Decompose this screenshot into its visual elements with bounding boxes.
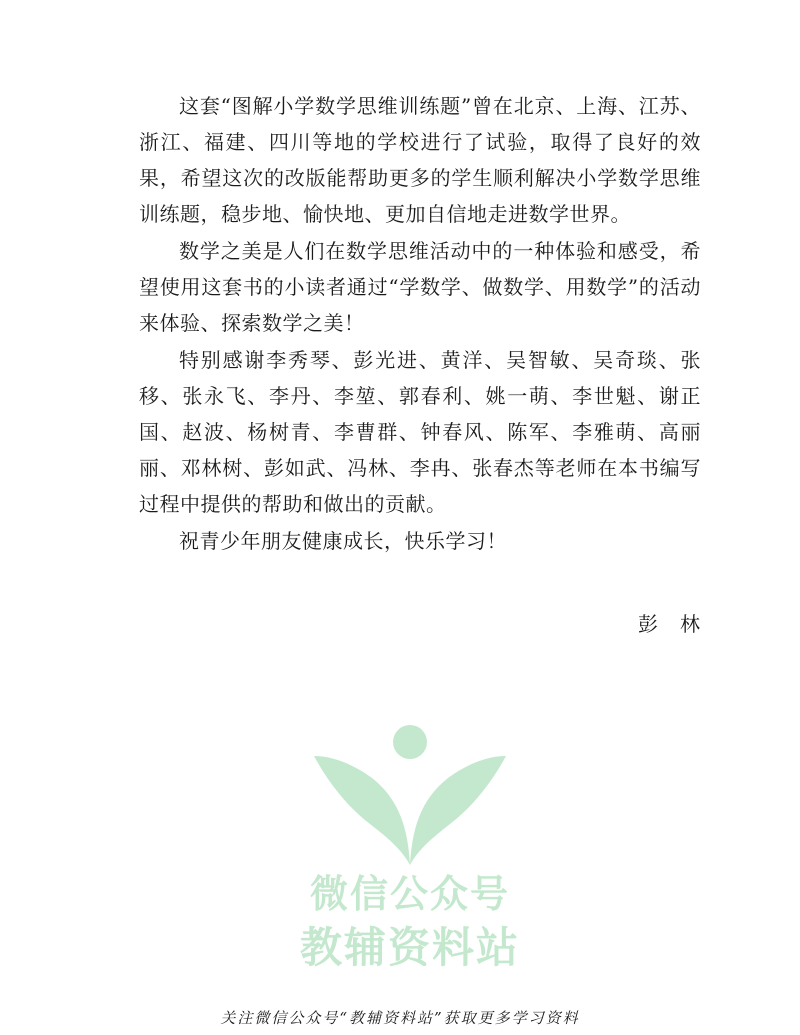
paragraph-3: 特别感谢李秀琴、彭光进、黄洋、吴智敏、吴奇琰、张移、张永飞、李丹、李堃、郭春利、姚一萌、李世魁、谢正国、赵波、杨树青、李曹群、钟春风、陈军、李雅萌、高丽丽、邓林树、彭如武、冯林、李冉、张春杰等老师在本书编写过程中提供的帮助和做出的贡献。 <box>139 348 701 516</box>
watermark-line-2: 教辅资料站 <box>299 923 520 972</box>
footer-promo: 关注微信公众号“教辅资料站”获取更多学习资料 <box>220 1009 580 1027</box>
sprout-logo-icon <box>310 720 510 870</box>
watermark <box>290 720 530 990</box>
author-signature: 彭 林 <box>638 612 701 636</box>
paragraph-2: 数学之美是人们在数学思维活动中的一种体验和感受，希望使用这套书的小读者通过“学数学、做数学、用数学”的活动来体验、探索数学之美！ <box>139 239 701 335</box>
watermark-line-1: 微信公众号 <box>309 872 510 916</box>
paragraph-4: 祝青少年朋友健康成长，快乐学习！ <box>179 529 507 553</box>
paragraph-1: 这套“图解小学数学思维训练题”曾在北京、上海、江苏、浙江、福建、四川等地的学校进行了试验，取得了良好的效果，希望这次的改版能帮助更多的学生顺利解决小学数学思维训练题，稳步地、愉快地、更加自信地走进数学世界。 <box>139 94 701 226</box>
